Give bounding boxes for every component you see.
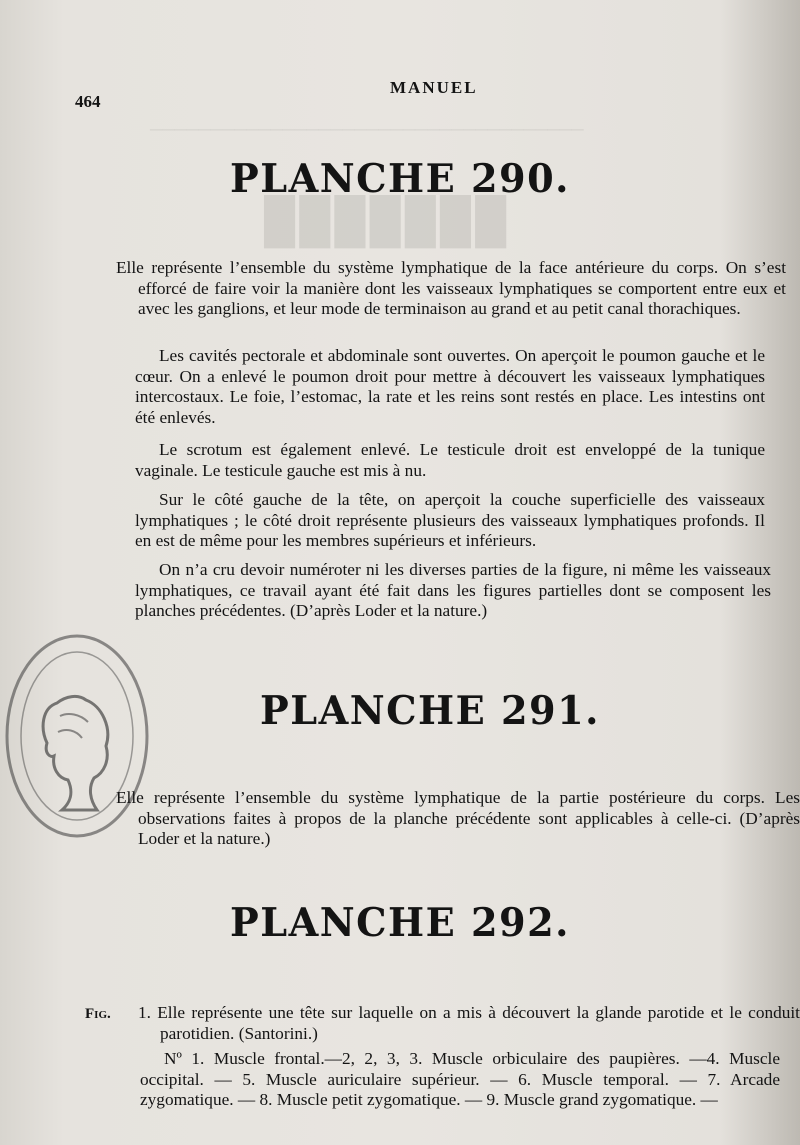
plate-292-title: PLANCHE 292. <box>230 900 570 946</box>
bleed-through-shade: ──────────────────────────────────── <box>150 120 584 139</box>
plate-290-paragraph-4: Sur le côté gauche de la tête, on aperçoit la couche superficielle des vaisseaux lymphatiques ; le côté droit représente plusieurs des vaisseaux lymphatiques profonds. Il en est de même pour les membres supérieurs et inférieurs. <box>135 490 765 551</box>
plate-290-paragraph-3: Le scrotum est également enlevé. Le testicule droit est enveloppé de la tunique vaginale. Le testicule gauche est mis à nu. <box>135 440 765 480</box>
page-number: 464 <box>75 92 101 111</box>
plate-290-paragraph-5: On n’a cru devoir numéroter ni les diverses parties de la figure, ni même les vaisseaux lymphatiques, ce travail ayant été fait dans les figures partielles dont se composent les planches précédentes. (D’après Loder et la nature.) <box>135 560 771 621</box>
bleed-through-shade: ███████ <box>260 196 507 245</box>
running-title: MANUEL <box>390 78 478 97</box>
plate-291-title: PLANCHE 291. <box>260 688 600 734</box>
plate-290-paragraph-2: Les cavités pectorale et abdominale sont ouvertes. On aperçoit le poumon gauche et le cœur. On a enlevé le poumon droit pour mettre à découvert les vaisseaux lymphatiques intercostaux. Le foie, l’estomac, la rate et les reins sont restés en place. Les intestins ont été enlevés. <box>135 346 765 428</box>
fig-label: Fig. <box>85 1006 111 1022</box>
plate-292-legend: Nº 1. Muscle frontal.—2, 2, 3, 3. Muscle orbiculaire des paupières. —4. Muscle occipital. — 5. Muscle auriculaire supérieur. — 6. Muscle temporal. — 7. Arcade zygomatique. — 8. Muscle petit zygomatique. — 9. Muscle grand zygomatique. — <box>140 1049 780 1110</box>
plate-290-title: PLANCHE 290. <box>230 156 570 202</box>
plate-290-paragraph-1: Elle représente l’ensemble du système lymphatique de la face antérieure du corps. On s’est efforcé de faire voir la manière dont les vaisseaux lymphatiques se comportent entre eux et avec les ganglions, et leur mode de terminaison au grand et au petit canal thorachiques. <box>116 258 786 319</box>
running-head <box>75 78 695 111</box>
plate-292-fig-1: 1. Elle représente une tête sur laquelle on a mis à découvert la glande parotide et le conduit parotidien. (Santorini.) <box>138 1003 800 1043</box>
plate-291-paragraph: Elle représente l’ensemble du système lymphatique de la partie postérieure du corps. Les observations faites à propos de la planche précédente sont applicables à celle-ci. (D’après Loder et la nature.) <box>116 788 800 849</box>
